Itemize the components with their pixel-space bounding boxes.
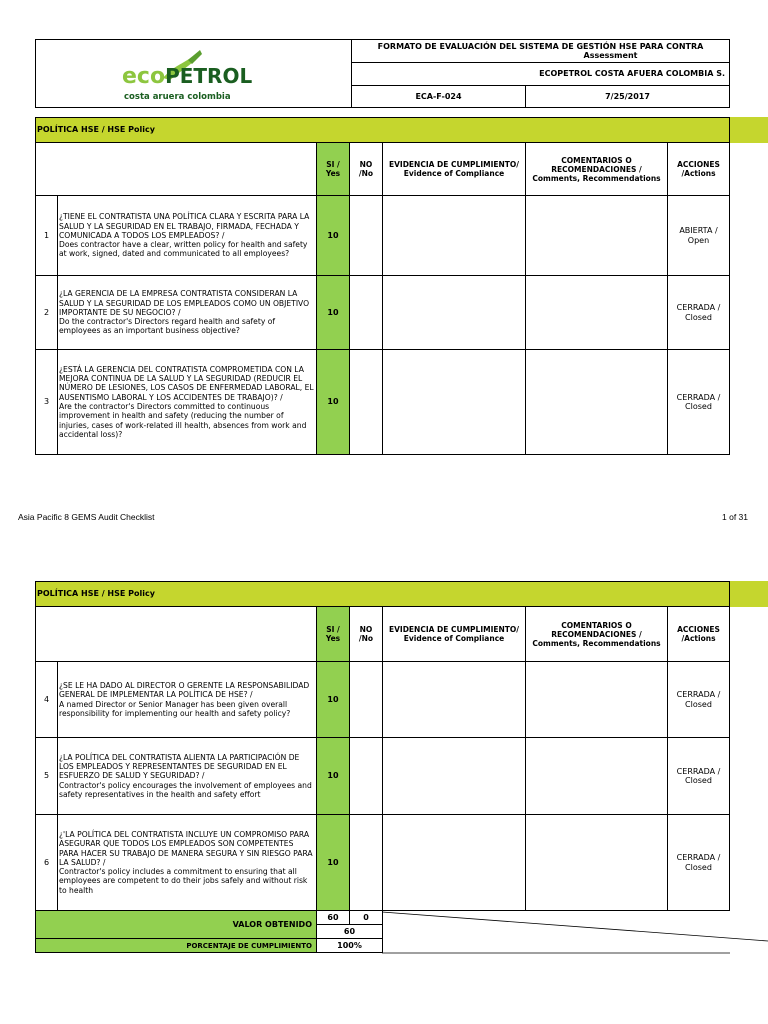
col-no: NO /No [349, 142, 383, 196]
si-score: 10 [316, 349, 350, 455]
evidence-cell[interactable] [382, 275, 526, 350]
col-comments: COMENTARIOS O RECOMENDACIONES / Comments, Recommendations [525, 606, 668, 662]
col-si: SI / Yes [316, 142, 350, 196]
action-status: CERRADA / Closed [667, 661, 730, 738]
logo-eco: eco [122, 64, 166, 89]
action-status: CERRADA / Closed [667, 814, 730, 911]
si-score: 10 [316, 737, 350, 815]
question-text: ¿'LA POLÍTICA DEL CONTRATISTA INCLUYE UN COMPROMISO PARA ASEGURAR QUE TODOS LOS EMPLEADOS SON COMPETENTES PARA HACER SU TRABAJO DE MANERA SEGURA Y SIN RIESGO PARA LA SALUD? / Contractor's policy includes a commitment to ensuring that all employees are competent to do their jobs safely and without risk to health [57, 814, 317, 911]
comments-cell[interactable] [525, 737, 668, 815]
no-total: 0 [349, 910, 383, 925]
section-title-extension [730, 117, 768, 143]
section-title: POLÍTICA HSE / HSE Policy [35, 117, 730, 143]
comments-cell[interactable] [525, 661, 668, 738]
comments-cell[interactable] [525, 349, 668, 455]
question-text: ¿LA POLÍTICA DEL CONTRATISTA ALIENTA LA PARTICIPACIÓN DE LOS EMPLEADOS Y REPRESENTANTES DE SEGURIDAD EN EL ESFUERZO DE SALUD Y SEGURIDAD? / Contractor's policy encourages the involvement of employees and safety representatives in the health and safety effort [57, 737, 317, 815]
no-score[interactable] [349, 275, 383, 350]
form-date: 7/25/2017 [525, 85, 730, 108]
col-evidence: EVIDENCIA DE CUMPLIMIENTO/ Evidence of Compliance [382, 606, 526, 662]
si-score: 10 [316, 195, 350, 276]
action-status: CERRADA / Closed [667, 349, 730, 455]
form-title: FORMATO DE EVALUACIÓN DEL SISTEMA DE GESTIÓN HSE PARA CONTRA Assessment [351, 39, 730, 63]
logo-petrol: PETROL [165, 64, 253, 88]
question-text: ¿ESTÁ LA GERENCIA DEL CONTRATISTA COMPROMETIDA CON LA MEJORA CONTINUA DE LA SALUD Y LA SEGURIDAD (REDUCIR EL NÚMERO DE LESIONES, LOS CASOS DE ENFERMEDAD LABORAL, EL AUSENTISMO LABORAL Y LOS ACCIDENTES DE TRABAJO)? / Are the contractor's Directors committed to continuous improvement in health and safety (reducing the number of injuries, cases of work-related ill health, absences from work and accidental loss)? [57, 349, 317, 455]
si-score: 10 [316, 275, 350, 350]
si-total: 60 [316, 910, 350, 925]
evidence-cell[interactable] [382, 661, 526, 738]
logo-subtitle: costa aruera colombia [124, 92, 231, 102]
comments-cell[interactable] [525, 275, 668, 350]
col-comments: COMENTARIOS O RECOMENDACIONES / Comments, Recommendations [525, 142, 668, 196]
no-score[interactable] [349, 349, 383, 455]
col-no: NO /No [349, 606, 383, 662]
action-status: ABIERTA / Open [667, 195, 730, 276]
page-number: 1 of 31 [722, 512, 748, 522]
action-status: CERRADA / Closed [667, 275, 730, 350]
pct-value: 100% [316, 938, 383, 953]
row-number: 3 [35, 349, 58, 455]
evidence-cell[interactable] [382, 195, 526, 276]
no-score[interactable] [349, 195, 383, 276]
comments-cell[interactable] [525, 814, 668, 911]
footer-left: Asia Pacific 8 GEMS Audit Checklist [18, 512, 155, 522]
evidence-cell[interactable] [382, 349, 526, 455]
row-number: 1 [35, 195, 58, 276]
form-code: ECA-F-024 [351, 85, 526, 108]
section-title: POLÍTICA HSE / HSE Policy [35, 581, 730, 607]
comments-cell[interactable] [525, 195, 668, 276]
evidence-cell[interactable] [382, 814, 526, 911]
valor-obtenido-label: VALOR OBTENIDO [35, 910, 317, 939]
question-text: ¿TIENE EL CONTRATISTA UNA POLÍTICA CLARA Y ESCRITA PARA LA SALUD Y LA SEGURIDAD EN EL TRABAJO, FIRMADA, FECHADA Y COMUNICADA A TODOS LOS EMPLEADOS? / Does contractor have a clear, written policy for health and safety at work, signed, dated and communicated to all employees? [57, 195, 317, 276]
col-actions: ACCIONES /Actions [667, 142, 730, 196]
ecopetrol-logo [118, 46, 253, 104]
row-number: 4 [35, 661, 58, 738]
pct-label: PORCENTAJE DE CUMPLIMIENTO [35, 938, 317, 953]
no-score[interactable] [349, 737, 383, 815]
company-name: ECOPETROL COSTA AFUERA COLOMBIA S. [351, 62, 730, 86]
col-si: SI / Yes [316, 606, 350, 662]
si-score: 10 [316, 661, 350, 738]
action-status: CERRADA / Closed [667, 737, 730, 815]
column-header-blank [35, 142, 317, 196]
row-number: 2 [35, 275, 58, 350]
no-score[interactable] [349, 661, 383, 738]
no-score[interactable] [349, 814, 383, 911]
question-text: ¿SE LE HA DADO AL DIRECTOR O GERENTE LA RESPONSABILIDAD GENERAL DE IMPLEMENTAR LA POLÍTICA DE HSE? / A named Director or Senior Manager has been given overall responsibility for implementing our health and safety policy? [57, 661, 317, 738]
row-number: 6 [35, 814, 58, 911]
decorative-lines [382, 905, 768, 955]
evidence-cell[interactable] [382, 737, 526, 815]
question-text: ¿LA GERENCIA DE LA EMPRESA CONTRATISTA CONSIDERAN LA SALUD Y LA SEGURIDAD DE LOS EMPLEADOS COMO UN OBJETIVO IMPORTANTE DE SU NEGOCIO? / Do the contractor's Directors regard health and safety of employees as an important business objective? [57, 275, 317, 350]
row-number: 5 [35, 737, 58, 815]
si-score: 10 [316, 814, 350, 911]
sum-total: 60 [316, 924, 383, 939]
col-evidence: EVIDENCIA DE CUMPLIMIENTO/ Evidence of Compliance [382, 142, 526, 196]
column-header-blank [35, 606, 317, 662]
col-actions: ACCIONES /Actions [667, 606, 730, 662]
section-title-extension [730, 581, 768, 607]
